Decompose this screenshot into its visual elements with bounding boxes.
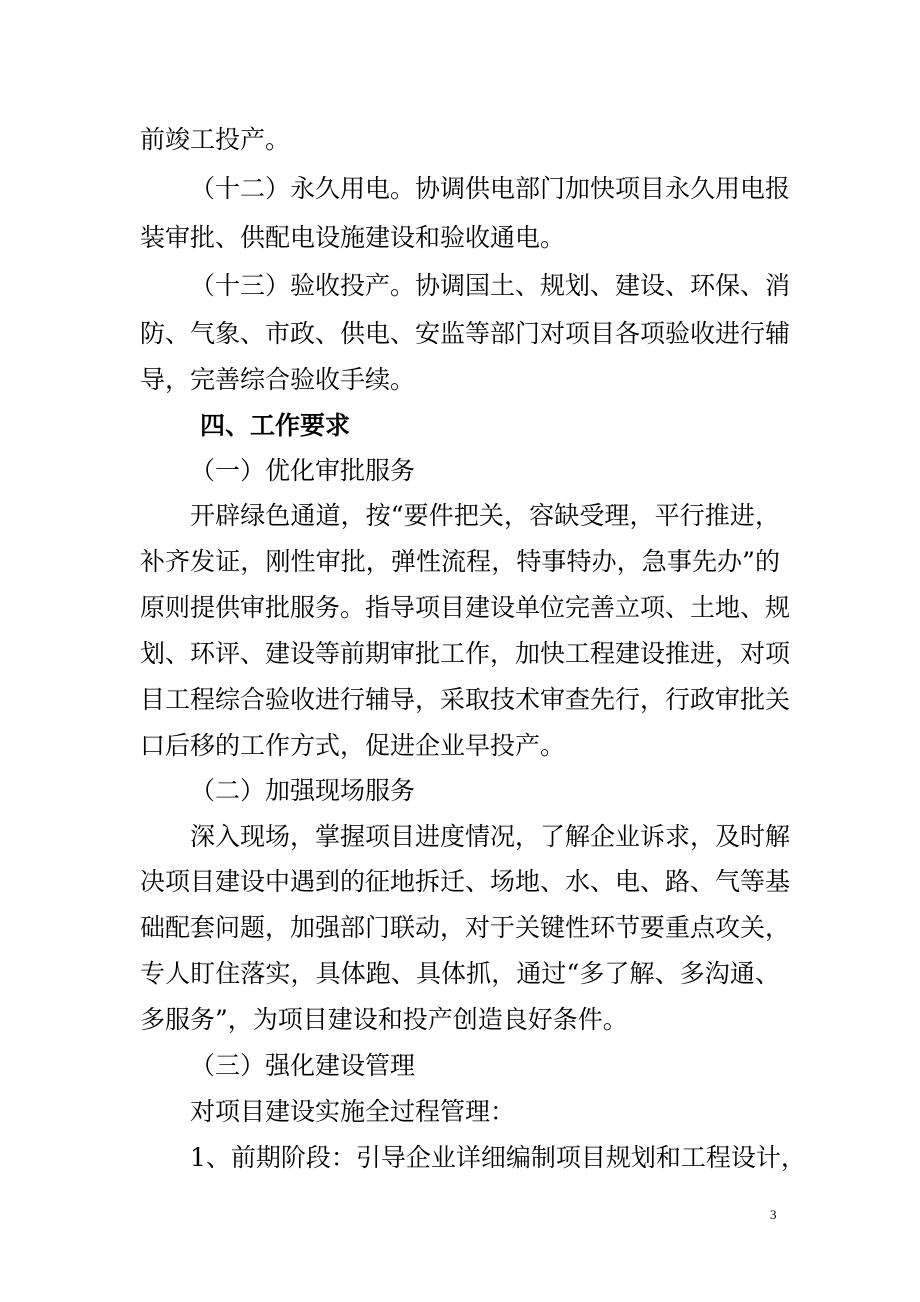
text-line: 多服务”，为项目建设和投产创造良好条件。 — [140, 1005, 628, 1034]
subsection-heading: （二）加强现场服务 — [190, 776, 416, 805]
text-line: 原则提供审批服务。指导项目建设单位完善立项、土地、规 — [140, 593, 791, 622]
subsection-heading: （三）强化建设管理 — [190, 1051, 416, 1080]
subsection-heading: （一）优化审批服务 — [190, 456, 416, 485]
text-line: 装审批、供配电设施建设和验收通电。 — [140, 223, 566, 252]
text-line: 础配套问题，加强部门联动，对于关键性环节要重点攻关， — [140, 913, 791, 942]
text-line: 1、前期阶段：引导企业详细编制项目规划和工程设计， — [190, 1143, 806, 1172]
text-line: 目工程综合验收进行辅导，采取技术审查先行，行政审批关 — [140, 685, 791, 714]
text-line: 决项目建设中遇到的征地拆迁、场地、水、电、路、气等基 — [140, 867, 791, 896]
section-heading: 四、工作要求 — [200, 411, 351, 440]
text-line: 口后移的工作方式，促进企业早投产。 — [140, 731, 566, 760]
text-line: 导，完善综合验收手续。 — [140, 365, 416, 394]
text-line: 对项目建设实施全过程管理： — [190, 1097, 516, 1126]
text-line: 专人盯住落实，具体跑、具体抓，通过“多了解、多沟通、 — [140, 959, 780, 988]
text-line: 开辟绿色通道，按“要件把关，容缺受理，平行推进， — [190, 501, 780, 530]
text-line: （十二）永久用电。协调供电部门加快项目永久用电报 — [190, 174, 791, 203]
text-line: （十三）验收投产。协调国土、规划、建设、环保、消 — [190, 271, 791, 300]
text-line: 前竣工投产。 — [140, 125, 291, 154]
page-number: 3 — [770, 1207, 777, 1222]
text-line: 防、气象、市政、供电、安监等部门对项目各项验收进行辅 — [140, 319, 791, 348]
text-line: 深入现场，掌握项目进度情况，了解企业诉求，及时解 — [190, 822, 791, 851]
text-line: 补齐发证，刚性审批，弹性流程，特事特办，急事先办”的 — [140, 547, 780, 576]
text-line: 划、环评、建设等前期审批工作，加快工程建设推进，对项 — [140, 639, 791, 668]
